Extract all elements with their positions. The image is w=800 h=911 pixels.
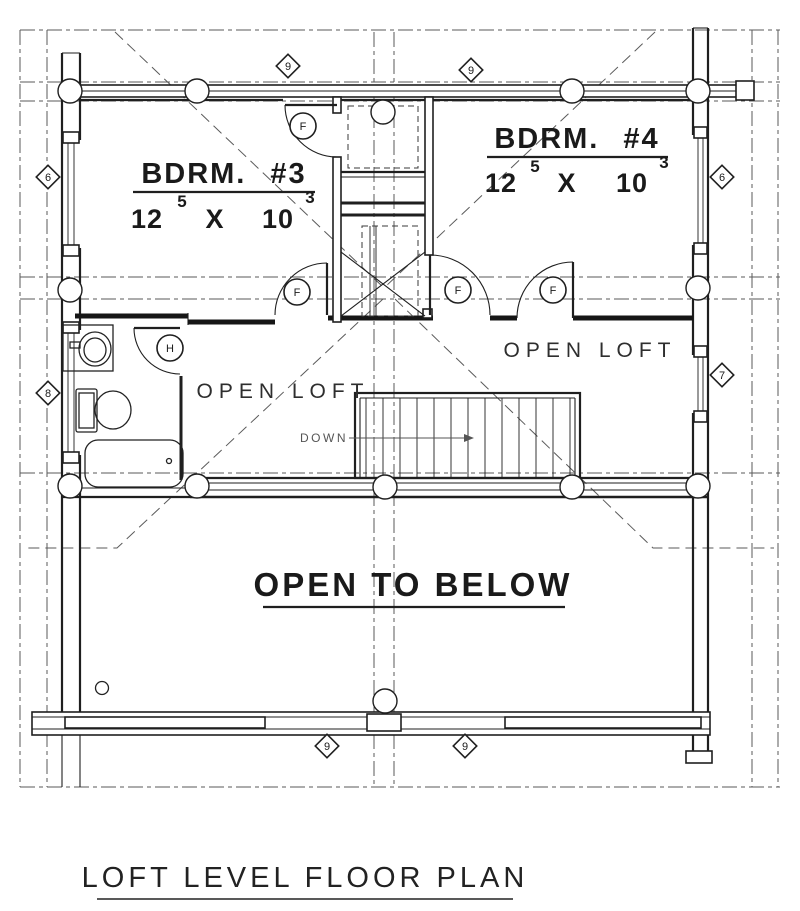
bdrm4-dim-feet-w: 12 xyxy=(484,168,518,198)
bdrm4-dim-in-w: 5 xyxy=(530,157,540,176)
svg-text:9: 9 xyxy=(461,741,469,753)
room-label-open-loft-left: OPEN LOFT xyxy=(196,380,370,403)
chimney-closet-stack xyxy=(333,97,433,322)
svg-text:H: H xyxy=(166,343,174,355)
bdrm4-dim-by: X xyxy=(557,168,577,198)
keynote-diamond xyxy=(276,54,299,77)
bdrm4-dim-in-h: 3 xyxy=(659,153,669,172)
bottom-wall xyxy=(32,712,710,735)
stairs-down-label: DOWN xyxy=(300,431,348,445)
svg-text:6: 6 xyxy=(718,172,726,184)
door-tag xyxy=(445,277,471,303)
svg-text:F: F xyxy=(454,285,462,297)
svg-text:9: 9 xyxy=(284,61,292,73)
down-arrow-head xyxy=(464,434,474,442)
svg-text:F: F xyxy=(549,285,557,297)
svg-text:7: 7 xyxy=(718,370,726,382)
svg-text:9: 9 xyxy=(323,741,331,753)
bdrm4-dim-feet-h: 10 xyxy=(615,168,649,198)
keynote-diamond xyxy=(710,363,733,386)
bdrm3-dim-in-w: 5 xyxy=(177,192,187,211)
keynote-diamond xyxy=(459,58,482,81)
window-lower-right xyxy=(505,717,701,728)
center-pier xyxy=(367,714,401,731)
door-tag xyxy=(284,279,310,305)
keynote-diamond xyxy=(315,734,338,757)
keynote-diamond xyxy=(710,165,733,188)
sheet-title: LOFT LEVEL FLOOR PLAN xyxy=(81,862,529,894)
svg-text:F: F xyxy=(293,287,301,299)
door-tag xyxy=(157,335,183,361)
svg-text:6: 6 xyxy=(44,172,52,184)
room-label-open-loft-right: OPEN LOFT xyxy=(503,339,677,362)
tub-drain xyxy=(167,459,172,464)
keynote-diamond xyxy=(36,381,59,404)
bdrm3-dim-feet-h: 10 xyxy=(261,204,295,234)
keynote-diamond xyxy=(453,734,476,757)
svg-text:F: F xyxy=(299,121,307,133)
room-label-bdrm4: BDRM. #4 xyxy=(494,123,660,155)
bdrm3-dim-feet-w: 12 xyxy=(130,204,164,234)
svg-text:9: 9 xyxy=(467,65,475,77)
room-label-open-to-below: OPEN TO BELOW xyxy=(253,566,573,603)
door-tag xyxy=(540,277,566,303)
floor-drain xyxy=(96,682,109,695)
sheet-title-block xyxy=(82,862,529,899)
staircase xyxy=(300,393,580,478)
keynote-diamond xyxy=(36,165,59,188)
bedroom-south-wall xyxy=(75,309,693,325)
room-label-bdrm3: BDRM. #3 xyxy=(141,158,307,190)
loft-edge-railing xyxy=(190,478,708,497)
room-labels xyxy=(131,123,677,607)
svg-text:8: 8 xyxy=(44,388,52,400)
roof-valley-lines xyxy=(24,32,774,548)
bdrm3-dim-by: X xyxy=(205,204,225,234)
door-tag xyxy=(290,113,316,139)
toilet-bowl xyxy=(95,391,131,429)
bdrm3-dim-in-h: 3 xyxy=(305,188,315,207)
window-lower-left xyxy=(65,717,265,728)
